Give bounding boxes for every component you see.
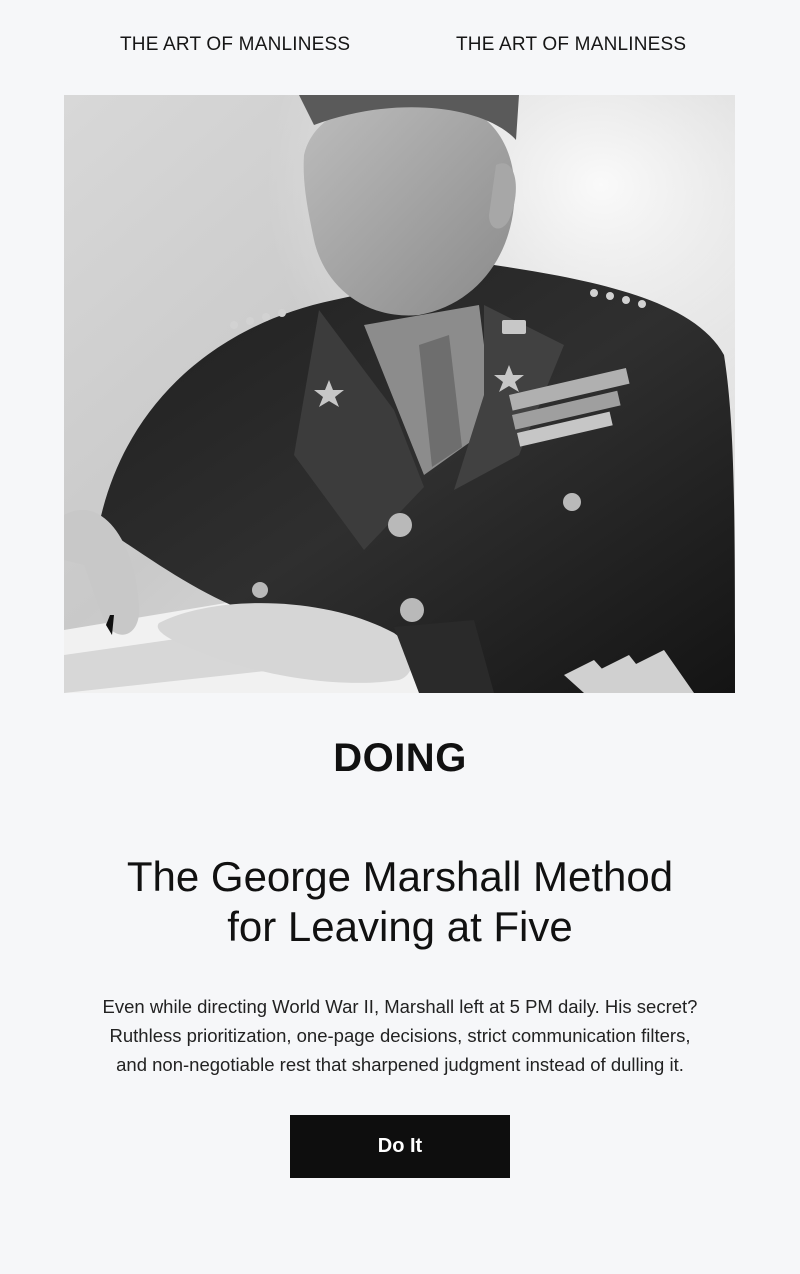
email-header	[0, 30, 800, 62]
article-title-line-2: for Leaving at Five	[227, 903, 573, 950]
section-label: DOING	[333, 736, 467, 780]
article-title-line-1: The George Marshall Method	[126, 853, 674, 900]
summary-line-1: Even while directing World War II, Marshall left at 5 PM daily. His secret?	[102, 996, 698, 1017]
summary-line-3: and non-negotiable rest that sharpened judgment instead of dulling it.	[116, 1054, 684, 1075]
brand-logo-right[interactable]: THE ART OF MANLINESS	[456, 34, 687, 55]
do-it-button[interactable]: Do It	[290, 1115, 510, 1178]
brand-logo-left[interactable]: THE ART OF MANLINESS	[120, 34, 351, 55]
hero-image[interactable]	[64, 95, 735, 693]
article-summary	[70, 992, 730, 1079]
article-title[interactable]	[80, 852, 720, 952]
hero-photo	[64, 95, 735, 693]
summary-line-2: Ruthless prioritization, one-page decisions, strict communication filters,	[109, 1025, 691, 1046]
